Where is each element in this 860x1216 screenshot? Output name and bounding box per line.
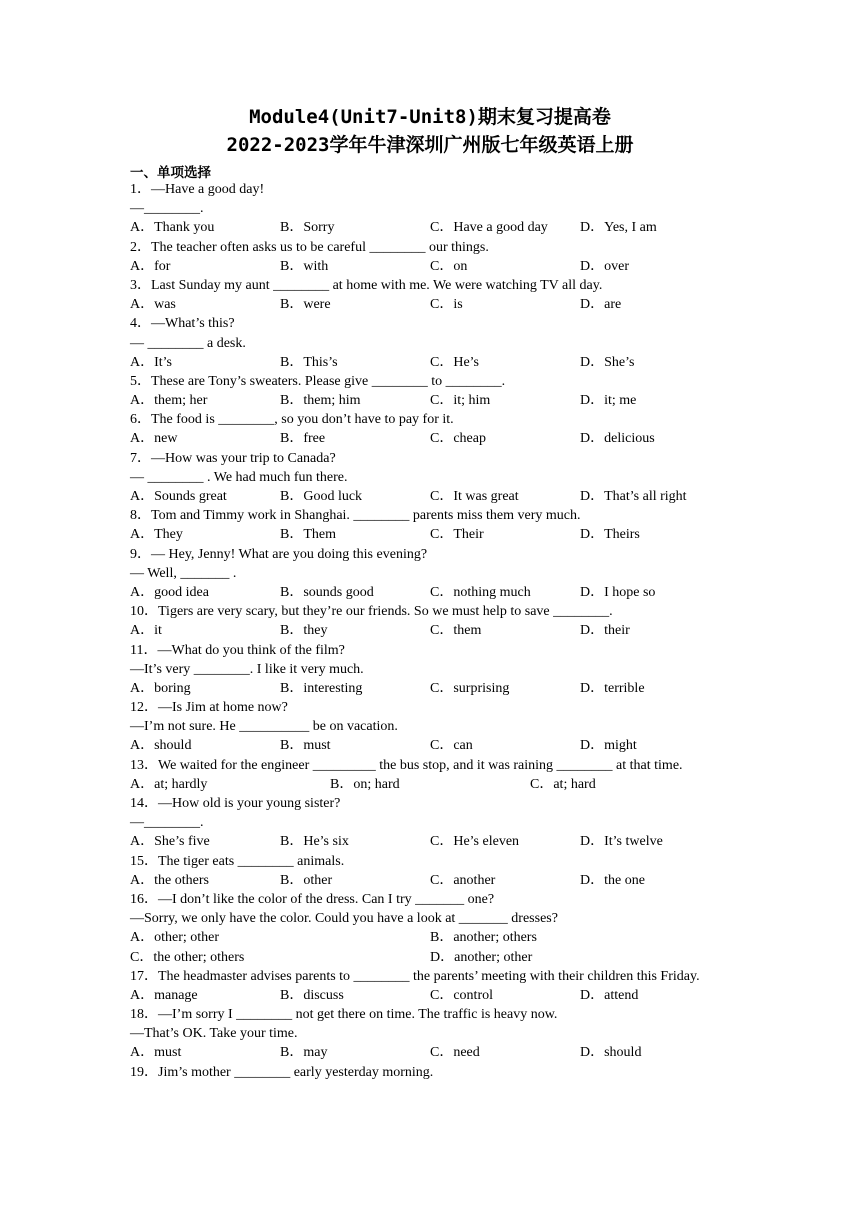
answer-option: B．other — [280, 872, 333, 888]
document-subtitle: 2022-2023学年牛津深圳广州版七年级英语上册 — [226, 134, 634, 156]
question-item — [130, 180, 740, 238]
question-item — [130, 449, 740, 507]
answer-option: B．they — [280, 623, 328, 639]
question-line: —________. — [130, 815, 204, 831]
answer-option: C．need — [430, 1045, 480, 1061]
answer-option: D．their — [580, 623, 630, 639]
answer-option: B．Sorry — [280, 220, 335, 236]
document-title: Module4(Unit7-Unit8)期末复习提高卷 — [249, 106, 611, 128]
answer-option: C．can — [430, 738, 473, 754]
options-row — [130, 736, 740, 755]
answer-option: B．on; hard — [330, 776, 400, 792]
answer-option: B．free — [280, 431, 326, 447]
answer-option: D．are — [580, 297, 622, 313]
answer-option: D．delicious — [580, 431, 655, 447]
section-heading: 一、单项选择 — [130, 165, 211, 181]
answer-option: A．was — [130, 297, 176, 313]
answer-option: A．They — [130, 527, 183, 543]
answer-option: D．should — [580, 1045, 642, 1061]
answer-option: C．at; hard — [530, 776, 596, 792]
question-stem: 17．The headmaster advises parents to ________ the parents’ meeting with their children this Friday. — [130, 968, 700, 984]
options-row — [130, 621, 740, 640]
options-row — [130, 832, 740, 851]
question-stem: 2．The teacher often asks us to be careful ________ our things. — [130, 239, 489, 255]
answer-option: A．Sounds great — [130, 489, 227, 504]
answer-option: C．them — [430, 623, 482, 639]
question-item — [130, 506, 740, 544]
answer-option: B．interesting — [280, 680, 363, 696]
question-stem: 18．—I’m sorry I ________ not get there on time. The traffic is heavy now. — [130, 1007, 558, 1023]
answer-option: C．another — [430, 872, 496, 888]
question-line: — Well, _______ . — [130, 565, 237, 581]
question-item — [130, 602, 740, 640]
answer-option: A．good idea — [130, 584, 209, 600]
answer-option: C．He’s — [430, 354, 479, 370]
answer-option: B．He’s six — [280, 834, 349, 850]
answer-option: A．boring — [130, 680, 191, 696]
options-row — [130, 948, 740, 967]
options-row — [130, 986, 740, 1005]
options-row — [130, 583, 740, 602]
question-item — [130, 1063, 740, 1082]
options-row — [130, 257, 740, 276]
answer-option: A．Thank you — [130, 220, 215, 236]
answer-option: C．on — [430, 258, 468, 274]
question-stem: 1．—Have a good day! — [130, 182, 265, 197]
question-line: —Sorry, we only have the color. Could you have a look at _______ dresses? — [130, 911, 558, 927]
answer-option: D．I hope so — [580, 584, 656, 600]
answer-option: C．He’s eleven — [430, 834, 520, 850]
answer-option: B．sounds good — [280, 584, 374, 600]
question-list — [130, 180, 740, 1082]
question-line: —________. — [130, 201, 204, 217]
answer-option: C．It was great — [430, 489, 519, 504]
answer-option: A．She’s five — [130, 834, 210, 850]
answer-option: D．another; other — [430, 949, 533, 965]
options-row — [130, 429, 740, 448]
answer-option: C．is — [430, 297, 463, 313]
answer-option: C．it; him — [430, 393, 491, 409]
question-item — [130, 410, 740, 448]
answer-option: D．might — [580, 738, 637, 754]
question-stem: 4．—What’s this? — [130, 316, 235, 332]
answer-option: D．the one — [580, 872, 645, 888]
answer-option: B．This’s — [280, 354, 338, 370]
options-row — [130, 487, 740, 506]
answer-option: C．the other; others — [130, 949, 245, 965]
options-row — [130, 391, 740, 410]
answer-option: D．over — [580, 258, 629, 274]
answer-option: A．should — [130, 738, 192, 754]
question-line: — ________ a desk. — [130, 335, 246, 351]
question-item — [130, 1005, 740, 1063]
question-item — [130, 545, 740, 603]
question-stem: 14．—How old is your young sister? — [130, 796, 341, 811]
question-stem: 7．—How was your trip to Canada? — [130, 450, 336, 466]
question-stem: 10．Tigers are very scary, but they’re our friends. So we must help to save ________. — [130, 604, 613, 620]
question-stem: 8．Tom and Timmy work in Shanghai. ________ parents miss them very much. — [130, 508, 581, 524]
options-row — [130, 928, 740, 947]
question-item — [130, 967, 740, 1005]
answer-option: A．them; her — [130, 393, 208, 409]
answer-option: A．must — [130, 1045, 182, 1061]
answer-option: B．Them — [280, 527, 336, 543]
answer-option: A．manage — [130, 987, 198, 1003]
question-item — [130, 890, 740, 967]
question-stem: 13．We waited for the engineer _________ the bus stop, and it was raining ________ at that time. — [130, 757, 683, 773]
options-row — [130, 218, 740, 237]
question-stem: 6．The food is ________, so you don’t have to pay for it. — [130, 412, 454, 428]
question-stem: 16．—I don’t like the color of the dress. Can I try _______ one? — [130, 891, 495, 907]
question-item — [130, 794, 740, 852]
question-stem: 3．Last Sunday my aunt ________ at home with me. We were watching TV all day. — [130, 277, 603, 293]
answer-option: D．terrible — [580, 680, 645, 696]
question-item — [130, 756, 740, 794]
question-line: — ________ . We had much fun there. — [130, 469, 348, 485]
question-item — [130, 372, 740, 410]
answer-option: B．may — [280, 1045, 328, 1061]
options-row — [130, 295, 740, 314]
answer-option: D．it; me — [580, 393, 637, 409]
question-item — [130, 238, 740, 276]
answer-option: D．She’s — [580, 354, 635, 370]
answer-option: D．attend — [580, 987, 639, 1003]
question-stem: 12．—Is Jim at home now? — [130, 700, 288, 716]
answer-option: A．at; hardly — [130, 776, 208, 792]
answer-option: A．for — [130, 258, 171, 274]
options-row — [130, 525, 740, 544]
answer-option: C．cheap — [430, 431, 486, 447]
answer-option: A．other; other — [130, 930, 220, 946]
answer-option: B．were — [280, 297, 331, 313]
question-line: —I’m not sure. He __________ be on vacation. — [130, 719, 398, 735]
question-stem: 19．Jim’s mother ________ early yesterday morning. — [130, 1064, 434, 1080]
question-stem: 11．—What do you think of the film? — [130, 642, 345, 658]
question-item — [130, 698, 740, 756]
options-row — [130, 353, 740, 372]
answer-option: C．Have a good day — [430, 220, 548, 236]
options-row — [130, 775, 740, 794]
answer-option: A．new — [130, 431, 178, 447]
question-item — [130, 852, 740, 890]
question-stem: 9．— Hey, Jenny! What are you doing this evening? — [130, 546, 428, 562]
answer-option: B．Good luck — [280, 489, 363, 504]
answer-option: B．must — [280, 738, 331, 754]
answer-option: D．It’s twelve — [580, 834, 663, 850]
options-row — [130, 871, 740, 890]
question-line: —That’s OK. Take your time. — [130, 1026, 298, 1042]
answer-option: C．Their — [430, 527, 484, 543]
answer-option: D．Yes, I am — [580, 220, 657, 236]
answer-option: B．with — [280, 258, 329, 274]
answer-option: C．control — [430, 987, 493, 1003]
question-stem: 15．The tiger eats ________ animals. — [130, 853, 345, 869]
options-row — [130, 679, 740, 698]
options-row — [130, 1043, 740, 1062]
answer-option: B．discuss — [280, 987, 344, 1003]
answer-option: C．surprising — [430, 680, 510, 696]
answer-option: A．it — [130, 623, 162, 639]
question-item — [130, 641, 740, 699]
answer-option: D．That’s all right — [580, 489, 687, 504]
answer-option: A．It’s — [130, 354, 172, 370]
answer-option: B．them; him — [280, 393, 361, 409]
question-item — [130, 276, 740, 314]
answer-option: D．Theirs — [580, 527, 640, 543]
answer-option: C．nothing much — [430, 584, 531, 600]
question-line: —It’s very ________. I like it very much. — [130, 661, 364, 677]
answer-option: A．the others — [130, 872, 209, 888]
answer-option: B．another; others — [430, 930, 537, 946]
question-item — [130, 314, 740, 372]
question-stem: 5．These are Tony’s sweaters. Please give ________ to ________. — [130, 373, 506, 389]
